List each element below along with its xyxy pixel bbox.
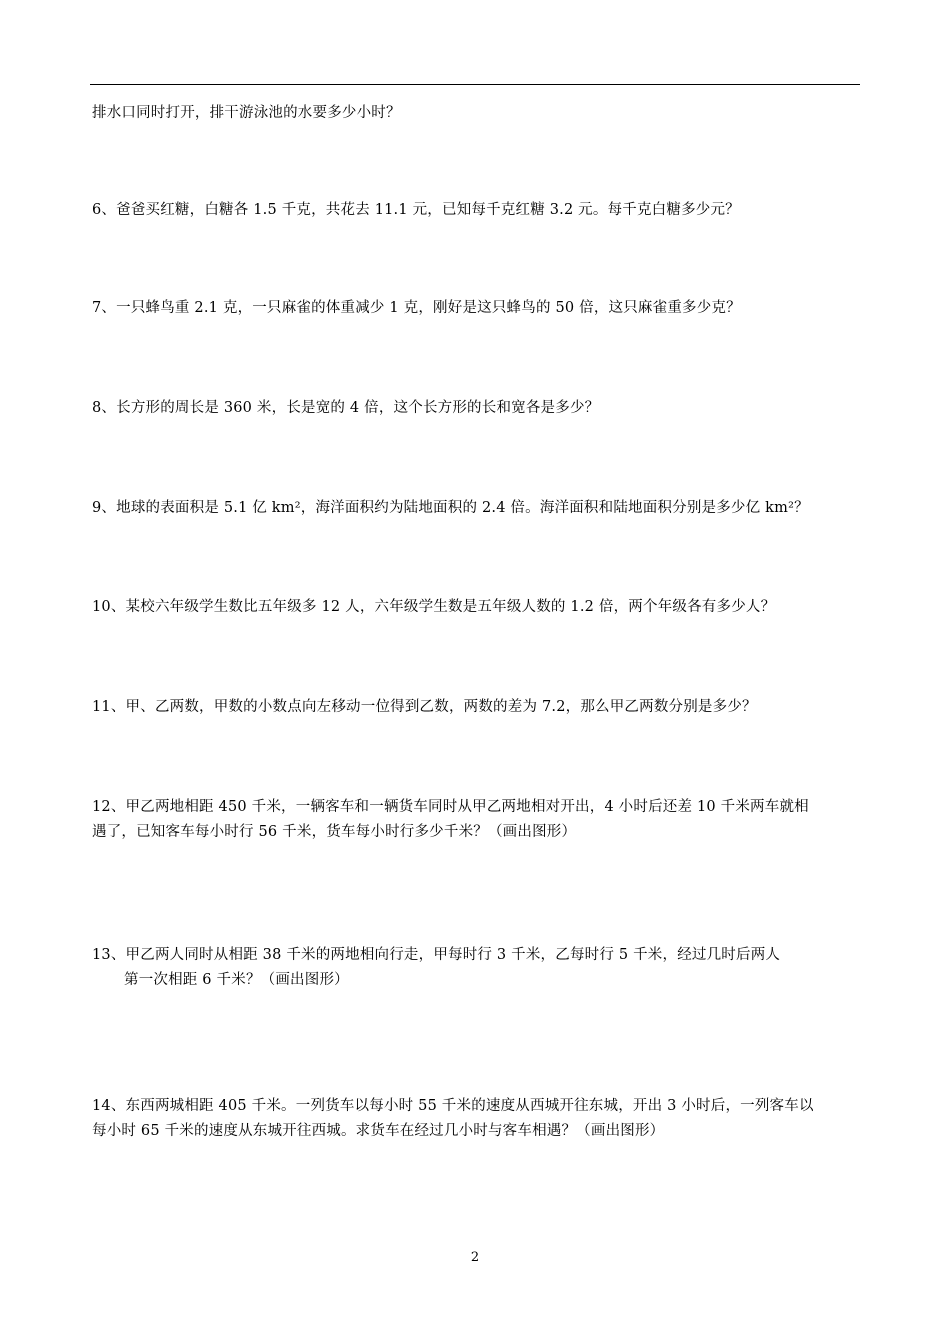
- problem-13-line-2: 第一次相距 6 千米？（画出图形）: [124, 972, 349, 988]
- problem-13-line-1: 13、甲乙两人同时从相距 38 千米的两地相向行走，甲每时行 3 千米，乙每时行 5 千米，经过几时后两人: [92, 947, 781, 963]
- problem-7: 7、一只蜂鸟重 2.1 克，一只麻雀的体重减少 1 克，刚好是这只蜂鸟的 50 倍，这只麻雀重多少克？: [92, 300, 741, 316]
- problem-14-line-1: 14、东西两城相距 405 千米。一列货车以每小时 55 千米的速度从西城开往东城，开出 3 小时后，一列客车以: [92, 1098, 814, 1114]
- problem-11: 11、甲、乙两数，甲数的小数点向左移动一位得到乙数，两数的差为 7.2，那么甲乙两数分别是多少？: [92, 699, 757, 715]
- problem-10: 10、某校六年级学生数比五年级多 12 人，六年级学生数是五年级人数的 1.2 倍，两个年级各有多少人？: [92, 599, 776, 615]
- problem-5-continuation: 排水口同时打开，排干游泳池的水要多少小时？: [92, 105, 401, 121]
- problem-9: 9、地球的表面积是 5.1 亿 km²，海洋面积约为陆地面积的 2.4 倍。海洋面积和陆地面积分别是多少亿 km²？: [92, 500, 809, 516]
- page-number: 2: [470, 1250, 480, 1265]
- problem-14-line-2: 每小时 65 千米的速度从东城开往西城。求货车在经过几小时与客车相遇？（画出图形）: [92, 1123, 665, 1139]
- header-rule: [90, 84, 860, 85]
- problem-12-line-2: 遇了，已知客车每小时行 56 千米，货车每小时行多少千米？（画出图形）: [92, 824, 577, 840]
- problem-8: 8、长方形的周长是 360 米，长是宽的 4 倍，这个长方形的长和宽各是多少？: [92, 400, 600, 416]
- problem-6: 6、爸爸买红糖，白糖各 1.5 千克，共花去 11.1 元，已知每千克红糖 3.2 元。每千克白糖多少元？: [92, 202, 740, 218]
- problem-12-line-1: 12、甲乙两地相距 450 千米，一辆客车和一辆货车同时从甲乙两地相对开出，4 小时后还差 10 千米两车就相: [92, 799, 809, 815]
